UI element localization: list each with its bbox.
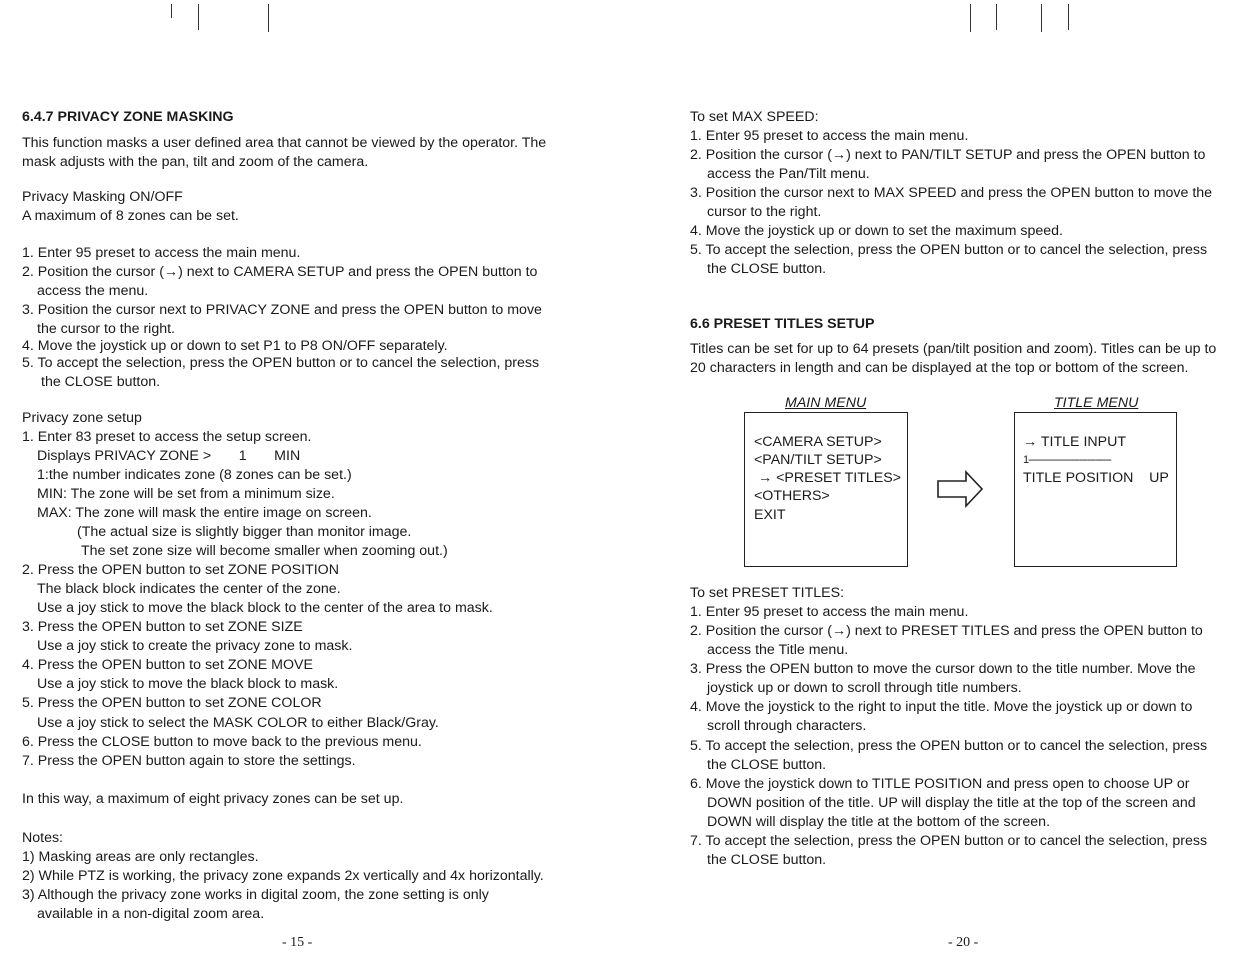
note-item: 3) Although the privacy zone works in digital zoom, the zone setting is only — [22, 887, 489, 903]
subheading: To set MAX SPEED: — [690, 109, 819, 125]
menu-item-selected: → TITLE INPUT — [1023, 434, 1127, 450]
note-item: 1) Masking areas are only rectangles. — [22, 849, 259, 865]
list-item-continuation: the CLOSE button. — [41, 374, 161, 390]
subheading: To set PRESET TITLES: — [690, 585, 845, 601]
list-item: 4. Press the OPEN button to set ZONE MOVE — [22, 657, 313, 673]
paragraph-line: 20 characters in length and can be displayed at the top or bottom of the screen. — [690, 360, 1189, 376]
right-arrow-icon — [936, 469, 986, 509]
menu-item: TITLE POSITION UP — [1023, 470, 1169, 486]
list-item: 4. Move the joystick up or down to set the maximum speed. — [690, 223, 1063, 239]
list-item: 3. Position the cursor next to PRIVACY ZONE and press the OPEN button to move — [22, 302, 542, 318]
list-item: 2. Position the cursor (→) next to PAN/TILT SETUP and press the OPEN button to — [690, 147, 1206, 163]
notes-heading: Notes: — [22, 830, 64, 846]
list-item-continuation: the cursor to the right. — [37, 321, 176, 337]
scan-mark — [1041, 4, 1042, 32]
list-item: 2. Position the cursor (→) next to PRESET TITLES and press the OPEN button to — [690, 623, 1203, 639]
list-item: 5. To accept the selection, press the OPEN button or to cancel the selection, press — [690, 738, 1208, 754]
list-item-continuation: the CLOSE button. — [707, 852, 827, 868]
list-item-continuation: joystick up or down to scroll through title numbers. — [707, 680, 1022, 696]
list-item-continuation: Use a joy stick to move the black block to mask. — [37, 676, 339, 692]
menu-item-selected: → <PRESET TITLES> — [758, 470, 901, 486]
list-item: 3. Press the OPEN button to set ZONE SIZE — [22, 619, 303, 635]
list-item-continuation: Use a joy stick to select the MASK COLOR to either Black/Gray. — [37, 715, 439, 731]
list-item-continuation: DOWN position of the title. UP will display the title at the top of the screen and — [707, 795, 1196, 811]
scan-mark — [171, 4, 172, 18]
list-item: 2. Position the cursor (→) next to CAMERA SETUP and press the OPEN button to — [22, 264, 538, 280]
list-item: 1. Enter 95 preset to access the main menu. — [22, 245, 301, 261]
list-item-continuation: Use a joy stick to create the privacy zone to mask. — [37, 638, 353, 654]
subheading: Privacy zone setup — [22, 410, 142, 426]
list-item-continuation: Use a joy stick to move the black block to the center of the area to mask. — [37, 600, 493, 616]
paragraph-line: In this way, a maximum of eight privacy zones can be set up. — [22, 791, 404, 807]
list-item-continuation: MAX: The zone will mask the entire image on screen. — [37, 505, 372, 521]
list-item: 5. To accept the selection, press the OPEN button or to cancel the selection, press — [690, 242, 1208, 258]
list-item: 6. Press the CLOSE button to move back to the previous menu. — [22, 734, 422, 750]
list-item: 4. Move the joystick to the right to input the title. Move the joystick up or down to — [690, 699, 1193, 715]
list-item: 3. Position the cursor next to MAX SPEED and press the OPEN button to move the — [690, 185, 1213, 201]
section-heading: 6.4.7 PRIVACY ZONE MASKING — [22, 109, 234, 125]
scan-mark — [1068, 4, 1069, 30]
subheading: Privacy Masking ON/OFF — [22, 189, 183, 205]
title-input-field: 1------------------------------- — [1023, 454, 1111, 466]
main-menu-title: MAIN MENU — [785, 395, 867, 411]
list-item: 1. Enter 95 preset to access the main menu. — [690, 128, 969, 144]
scan-mark — [970, 4, 971, 32]
list-item-continuation: access the menu. — [37, 283, 149, 299]
list-item-continuation: DOWN will display the title at the bottom of the screen. — [707, 814, 1051, 830]
scan-mark — [198, 4, 199, 30]
list-item-continuation: access the Pan/Tilt menu. — [707, 166, 870, 182]
list-item: 6. Move the joystick down to TITLE POSITION and press open to choose UP or — [690, 776, 1190, 792]
main-menu-box — [744, 412, 908, 567]
note-item-continuation: available in a non-digital zoom area. — [37, 906, 265, 922]
list-item-continuation: cursor to the right. — [707, 204, 822, 220]
list-item-continuation: access the Title menu. — [707, 642, 849, 658]
title-menu-box — [1014, 412, 1177, 567]
menu-item: EXIT — [754, 507, 786, 523]
scan-mark — [268, 4, 269, 32]
paragraph-line: A maximum of 8 zones can be set. — [22, 208, 239, 224]
list-item: 1. Enter 83 preset to access the setup screen. — [22, 429, 312, 445]
list-item-continuation: the CLOSE button. — [707, 261, 827, 277]
list-item: 3. Press the OPEN button to move the cursor down to the title number. Move the — [690, 661, 1196, 677]
list-item: 5. To accept the selection, press the OPEN button or to cancel the selection, press — [22, 355, 540, 371]
list-item-continuation: scroll through characters. — [707, 718, 867, 734]
menu-item: <PAN/TILT SETUP> — [754, 452, 882, 468]
list-item-continuation: The set zone size will become smaller when zooming out.) — [81, 543, 448, 559]
scan-mark — [996, 4, 997, 30]
list-item-continuation: The black block indicates the center of the zone. — [37, 581, 341, 597]
page-number-right: - 20 - — [948, 935, 979, 950]
list-item: 7. To accept the selection, press the OPEN button or to cancel the selection, press — [690, 833, 1208, 849]
menu-item: <CAMERA SETUP> — [754, 434, 882, 450]
note-item: 2) While PTZ is working, the privacy zone expands 2x vertically and 4x horizontally. — [22, 868, 544, 884]
list-item-continuation: 1:the number indicates zone (8 zones can be set.) — [37, 467, 352, 483]
list-item-continuation: (The actual size is slightly bigger than monitor image. — [77, 524, 412, 540]
title-menu-title: TITLE MENU — [1054, 395, 1139, 411]
list-item-continuation: the CLOSE button. — [707, 757, 827, 773]
list-item: 7. Press the OPEN button again to store the settings. — [22, 753, 356, 769]
list-item: 1. Enter 95 preset to access the main menu. — [690, 604, 969, 620]
page-number-left: - 15 - — [282, 935, 313, 950]
paragraph-line: Titles can be set for up to 64 presets (pan/tilt position and zoom). Titles can be up to — [690, 341, 1217, 357]
list-item: 5. Press the OPEN button to set ZONE COLOR — [22, 695, 322, 711]
menu-item: <OTHERS> — [754, 488, 830, 504]
paragraph-line: This function masks a user defined area that cannot be viewed by the operator. The — [22, 135, 547, 151]
section-heading: 6.6 PRESET TITLES SETUP — [690, 316, 875, 332]
list-item-continuation: Displays PRIVACY ZONE > 1 MIN — [37, 448, 301, 464]
list-item: 4. Move the joystick up or down to set P1 to P8 ON/OFF separately. — [22, 338, 448, 354]
paragraph-line: mask adjusts with the pan, tilt and zoom of the camera. — [22, 154, 369, 170]
list-item: 2. Press the OPEN button to set ZONE POSITION — [22, 562, 339, 578]
list-item-continuation: MIN: The zone will be set from a minimum size. — [37, 486, 335, 502]
